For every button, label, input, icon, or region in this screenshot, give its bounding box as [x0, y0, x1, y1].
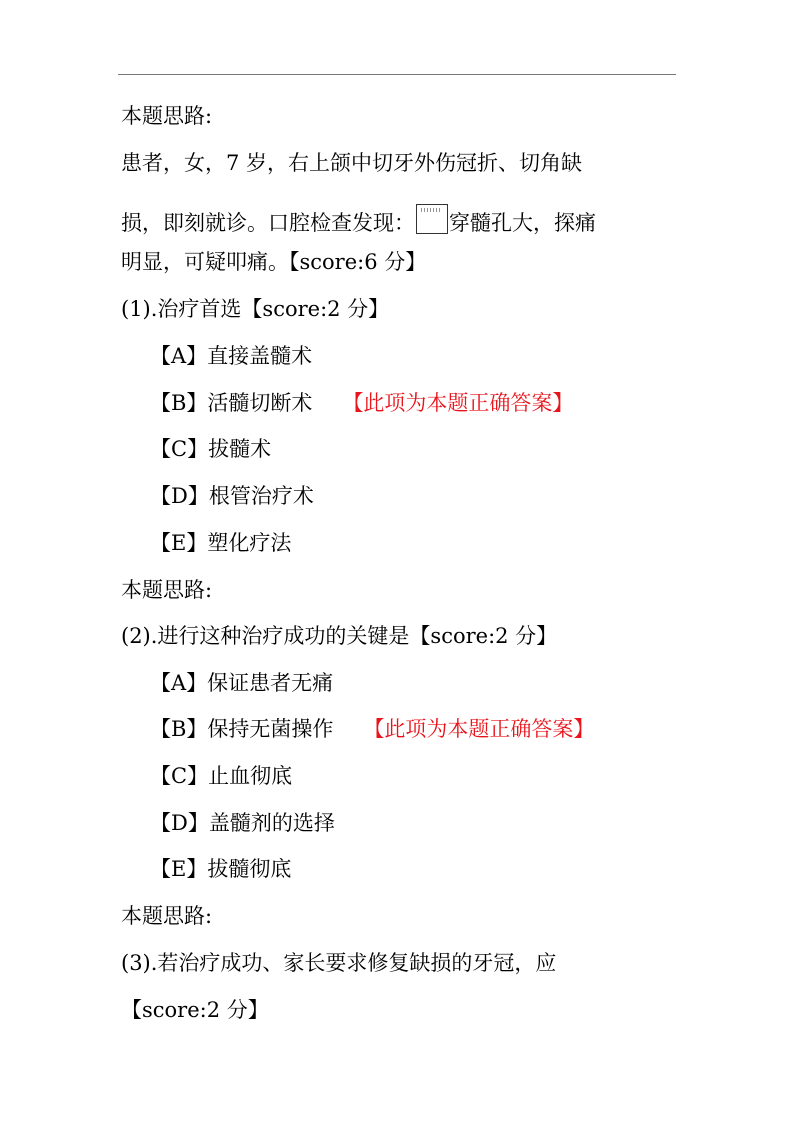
question-2-option-b-text: 【B】保持无菌操作	[150, 717, 334, 741]
correct-answer-note: 【此项为本题正确答案】	[342, 391, 574, 415]
question-2-thought-label: 本题思路:	[121, 904, 213, 928]
question-2-option-b	[150, 716, 594, 742]
question-1-option-b	[150, 390, 573, 416]
question-2-option-d: 【D】盖髓剂的选择	[150, 811, 335, 835]
question-1-option-c: 【C】拔髓术	[150, 437, 272, 461]
case-text-line-2-pre: 损，即刻就诊。口腔检查发现：	[121, 211, 415, 235]
question-3-stem-line-1: (3).若治疗成功、家长要求修复缺损的牙冠，应	[121, 951, 557, 975]
top-divider	[118, 74, 676, 75]
question-2-option-c: 【C】止血彻底	[150, 764, 293, 788]
exam-image-icon	[416, 204, 448, 234]
question-1-stem: (1).治疗首选【score:2 分】	[121, 297, 390, 321]
question-1-option-b-text: 【B】活髓切断术	[150, 391, 313, 415]
question-2-option-a: 【A】保证患者无痛	[150, 671, 334, 695]
question-1-thought-label: 本题思路:	[121, 578, 213, 602]
case-text-line-3: 明显，可疑叩痛。【score:6 分】	[121, 250, 427, 274]
question-2-stem: (2).进行这种治疗成功的关键是【score:2 分】	[121, 624, 558, 648]
case-text-line-2	[121, 204, 596, 236]
question-1-option-d: 【D】根管治疗术	[150, 484, 314, 508]
case-text-line-1: 患者，女，7 岁，右上颌中切牙外伤冠折、切角缺	[121, 151, 583, 175]
case-text-line-2-post: 穿髓孔大，探痛	[449, 211, 596, 235]
question-1-option-e: 【E】塑化疗法	[150, 531, 292, 555]
thought-label: 本题思路:	[121, 104, 213, 128]
correct-answer-note: 【此项为本题正确答案】	[363, 717, 595, 741]
question-3-stem-line-2: 【score:2 分】	[121, 998, 269, 1022]
question-2-option-e: 【E】拔髓彻底	[150, 857, 292, 881]
question-1-option-a: 【A】直接盖髓术	[150, 344, 313, 368]
